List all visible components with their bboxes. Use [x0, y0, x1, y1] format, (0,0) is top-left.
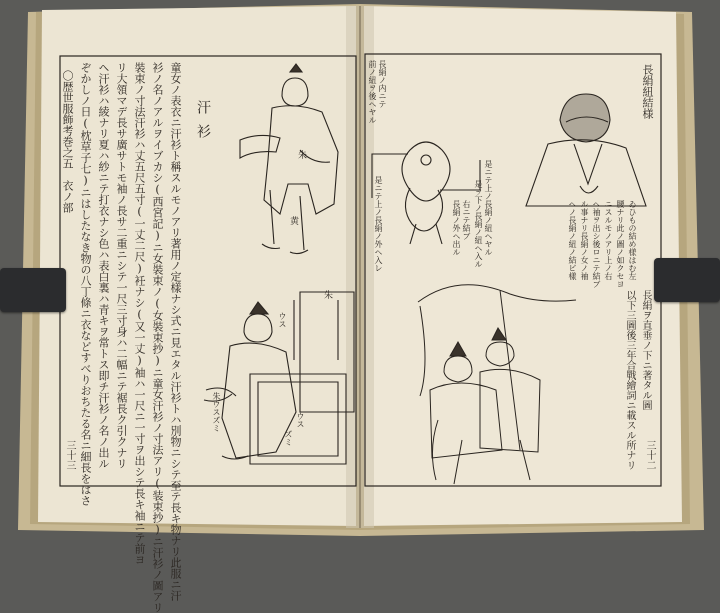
figure-label: 朱: [322, 290, 332, 299]
diagram-title: 長絹紐結様: [641, 64, 654, 119]
diagram-note: 長絹ノ外ヘ出ル: [452, 200, 461, 256]
diagram-note: 右ニテ結ブ: [462, 200, 471, 240]
portrait-note: ゐひもの結め様はむ左: [628, 200, 637, 280]
figure-label: ウス: [278, 312, 287, 328]
book-clasp-left: [0, 268, 66, 312]
portrait-note: 腰ナリ此ノ圖ノ如クセヨ: [616, 200, 625, 288]
diagram-note: 長絹ノ内ニテ: [378, 60, 387, 108]
running-title: 〇歴世服飾考巻之五 衣ノ部: [61, 70, 74, 213]
body-line: 童女ノ表衣ニ汗衫ト稱スルモノアリ著用ノ定樣ナシ式ニ見エタル汗衫トハ別物ニシテ至テ長キ物ナリ此服ニ汗: [169, 62, 182, 601]
section-heading: 汗衫: [195, 100, 211, 148]
body-line: 裝束ノ寸法汗衫ハ丈五尺五寸(一丈二尺)衽ナシ(又一丈)袖ハ一尺ニ一寸ヲ出シテ長キ袖ニテ前ヨ: [133, 62, 146, 565]
page-number: 三十三: [64, 440, 75, 470]
figure-caption: 長絹ヲ直垂ノ下ニ著タル圖: [640, 290, 651, 410]
diagram-note: 前ノ紐ヲ後ヘヤル: [368, 60, 377, 124]
body-line: ヘ汗衫ハ綾ナリ夏ハ紗ニテ打衣ナシ色ハ表白裏ハ青キヲ常トス即チ汗衫ノ名ノ出ル: [97, 62, 110, 469]
figure-label: ウス: [296, 412, 305, 428]
book-clasp-right: [654, 258, 720, 302]
page-number: 三十二: [644, 440, 655, 470]
portrait-note: ヘ袖ヲ出シ後ロニテ結ブ: [592, 200, 601, 288]
figure-label: 朱ウスズミ: [212, 392, 221, 432]
portrait-note: ヘノ長絹ノ紐ノ結ビ樣: [568, 200, 577, 280]
portrait-note: ニスルモノアリ上ノ右: [604, 200, 613, 280]
figure-label: ズミ: [284, 430, 293, 446]
body-line: 衫ノ名ノアルヲイブカシ(西宮記)ニ女裝束ノ(女裝束抄)ニ童女汗衫ノ寸法アリ(装束抄)ニ汗衫ノ圖アリ: [151, 62, 164, 613]
portrait-note: ル事ナリ長絹ノ女ノ袖: [580, 200, 589, 280]
diagram-note: 是ニテ上ノ長絹ノ外ヘ入レ: [374, 176, 383, 272]
figure-label: 黄: [288, 216, 298, 225]
body-line: リ大領マデ長サ廣サトモ袖ノ長サ二重ニシテ一尺三寸身ハ二幅ニテ裾長ク引クナリ: [115, 62, 128, 469]
figure-label: 朱: [296, 150, 306, 159]
diagram-note: 是ニテ上ノ長絹ノ紐ヘヤル: [484, 160, 493, 256]
body-line: ぞかしノ日(枕草子七)ニはしたなき物の八丁條ニ衣などすべりおちたる名ニ細長をはさ: [79, 62, 92, 506]
figure-caption: 以下三圖後三年合戰繪詞ニ載スル所ナリ: [624, 290, 635, 470]
diagram-note: 是ヲ下ノ長絹ノ紐ヘ入ル: [474, 180, 483, 268]
